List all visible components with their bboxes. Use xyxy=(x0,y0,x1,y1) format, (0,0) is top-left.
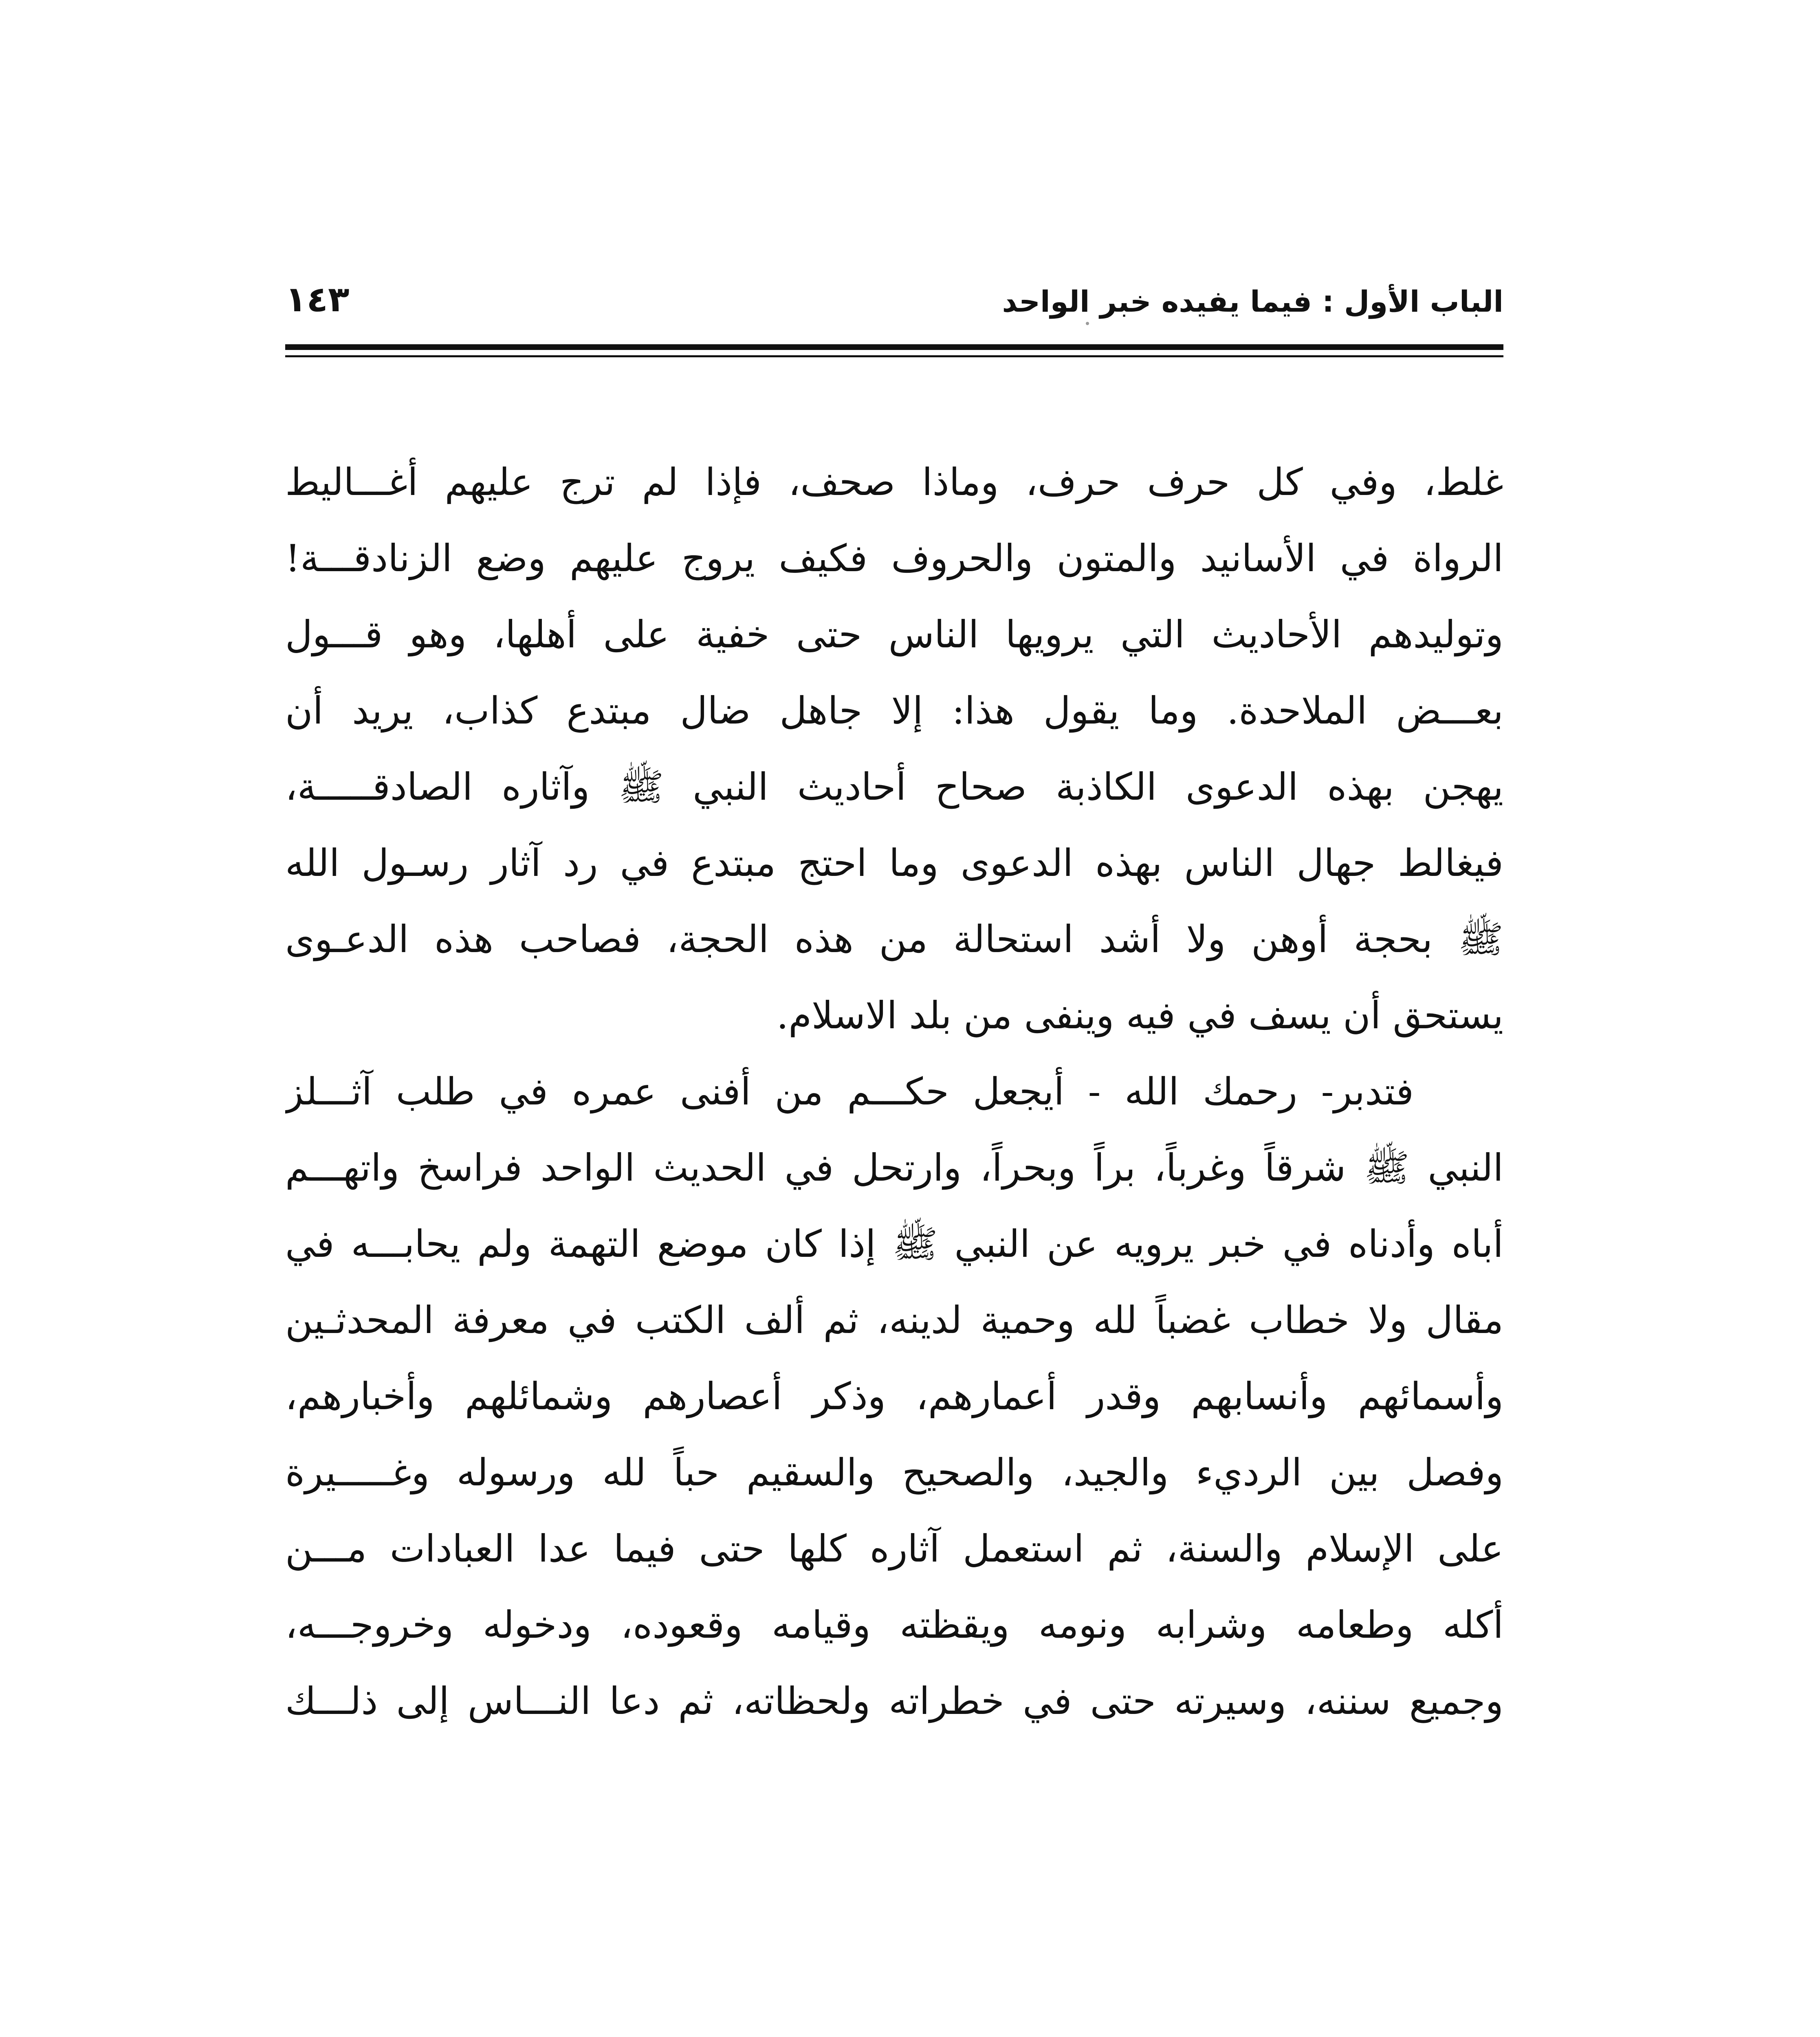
paragraph-2 xyxy=(285,1054,1503,1739)
text-line: وجميع سننه، وسيرته حتى في خطراته ولحظاته، ثم دعا النـــاس إلى ذلـــك xyxy=(285,1679,1503,1723)
text-line: يهجن بهذه الدعوى الكاذبة صحاح أحاديث النبي ﷺ وآثاره الصادقـــــة، xyxy=(285,765,1503,809)
scan-speck xyxy=(1086,322,1089,325)
text-line: مقال ولا خطاب غضباً لله وحمية لدينه، ثم ألف الكتب في معرفة المحدثـين xyxy=(285,1298,1503,1342)
text-line: وفصل بين الرديء والجيد، والصحيح والسقيم حباً لله ورسوله وغـــــيرة xyxy=(285,1451,1503,1494)
running-title: الباب الأول : فيما يفيده خبر الواحد xyxy=(1002,284,1503,319)
text-line: ﷺ بحجة أوهن ولا أشد استحالة من هذه الحجة، فصاحب هذه الدعـوى xyxy=(285,917,1503,961)
text-line: أكله وطعامه وشرابه ونومه ويقظته وقيامه وقعوده، ودخوله وخروجـــه، xyxy=(285,1603,1503,1647)
header-rule-thick xyxy=(285,344,1503,350)
page-number: ١٤٣ xyxy=(285,279,350,320)
text-line: وتوليدهم الأحاديث التي يرويها الناس حتى خفية على أهلها، وهو قـــول xyxy=(285,613,1503,656)
header-rule-thin xyxy=(285,355,1503,357)
text-line: الرواة في الأسانيد والمتون والحروف فكيف يروج عليهم وضع الزنادقـــة! xyxy=(285,537,1503,580)
text-line: بعـــض الملاحدة. وما يقول هذا: إلا جاهل ضال مبتدع كذاب، يريد أن xyxy=(285,689,1503,733)
text-line: يستحق أن يسف في فيه وينفى من بلد الاسلام. xyxy=(776,994,1503,1037)
paragraph-1 xyxy=(285,444,1503,1054)
body-text xyxy=(285,444,1503,1739)
text-line: على الإسلام والسنة، ثم استعمل آثاره كلها حتى فيما عدا العبادات مـــن xyxy=(285,1527,1503,1571)
text-line: وأسمائهم وأنسابهم وقدر أعمارهم، وذكر أعصارهم وشمائلهم وأخبارهم، xyxy=(285,1375,1503,1418)
text-line: غلط، وفي كل حرف حرف، وماذا صحف، فإذا لم ترج عليهم أغـــاليط xyxy=(285,460,1503,504)
text-line: أباه وأدناه في خبر يرويه عن النبي ﷺ إذا كان موضع التهمة ولم يحابـــه في xyxy=(285,1222,1503,1266)
text-line: فتدبر- رحمك الله - أيجعل حكـــم من أفنى عمره في طلب آثـــلز xyxy=(285,1070,1414,1113)
text-line: النبي ﷺ شرقاً وغرباً، براً وبحراً، وارتحل في الحديث الواحد فراسخ واتهـــم xyxy=(285,1146,1503,1190)
page-header xyxy=(285,273,1503,342)
text-line: فيغالط جهال الناس بهذه الدعوى وما احتج مبتدع في رد آثار رسـول الله xyxy=(285,841,1503,885)
